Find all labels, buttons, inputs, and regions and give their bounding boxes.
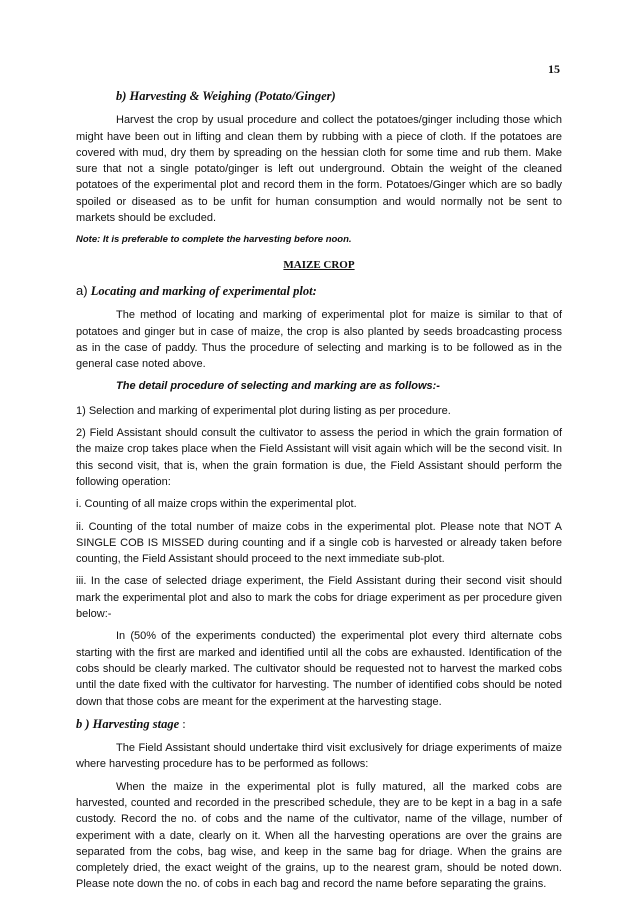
potato-harvesting-heading: b) Harvesting & Weighing (Potato/Ginger): [116, 89, 336, 103]
page-content: [76, 88, 562, 899]
list-item-1: 1) Selection and marking of experimental plot during listing as per procedure.: [76, 404, 451, 417]
list-item-ii: ii. Counting of the total number of maize cobs in the experimental plot. Please note that NOT A SINGLE COB IS MISSED during counting and if a single cob is harvested or already taken before counting, the Field Assistant should proceed to the next immediate sub-plot.: [76, 520, 562, 566]
maize-crop-title: MAIZE CROP: [283, 258, 355, 271]
section-a-title: Locating and marking of experimental plot:: [90, 283, 317, 298]
driage-marking-paragraph: In (50% of the experiments conducted) the experimental plot every third alternate cobs starting with the first are marked and identified until all the cobs are exhausted. Identification of the cobs should be clearly marked. The cultivator should be requested not to harvest the marked cobs until the date fixed with the cultivator for harvesting. The number of identified cobs should be noted down that those cobs are meant for the experiment at the harvesting stage.: [76, 630, 562, 708]
potato-harvesting-paragraph: Harvest the crop by usual procedure and collect the potatoes/ginger including those which might have been out in lifting and clean them by rubbing with a piece of cloth. If the potatoes are covered with mud, dry them by spreading on the hessian cloth for some time and rub them. Make sure that not a single potato/ginger is left out underground. Obtain the weight of the cleaned potatoes of the experimental plot and record them in the form. Potatoes/Ginger which are so badly spoiled or diseased as to be unfit for human consumption and would normally not be sent to markets should be excluded.: [76, 114, 562, 225]
harvesting-stage-paragraph-1: The Field Assistant should undertake third visit exclusively for driage experiments of maize where harvesting procedure has to be performed as follows:: [76, 742, 562, 771]
list-item-iii: iii. In the case of selected driage experiment, the Field Assistant during their second visit should mark the experimental plot and also to mark the cobs for driage experiment as per procedure given below:-: [76, 575, 562, 621]
list-item-i: i. Counting of all maize crops within the experimental plot.: [76, 498, 357, 511]
detail-procedure-heading: The detail procedure of selecting and marking are as follows:-: [116, 380, 440, 393]
page-number: 15: [548, 62, 560, 76]
section-b-title: b ) Harvesting stage: [76, 716, 180, 731]
maize-locating-paragraph: The method of locating and marking of experimental plot for maize is similar to that of potatoes and ginger but in case of maize, the crop is also planted by seeds broadcasting process as in the case of paddy. Thus the procedure of selecting and marking is to be followed as in the general case noted above.: [76, 309, 562, 371]
section-a-prefix: a): [76, 282, 88, 298]
list-item-2: 2) Field Assistant should consult the cultivator to assess the period in which the grain formation of the maize crop takes place when the Field Assistant will visit again which will be the second visit. In this second visit, that is, when the grain formation is due, the Field Assistant should perform the following operation:: [76, 427, 562, 488]
section-b-colon: :: [182, 716, 186, 731]
harvest-note: Note: It is preferable to complete the harvesting before noon.: [76, 234, 352, 246]
maize-section-b-heading: [76, 716, 562, 732]
harvesting-stage-paragraph-2: When the maize in the experimental plot is fully matured, all the marked cobs are harvested, counted and recorded in the prescribed schedule, they are to be kept in a bag in a safe custody. Record the no. of cobs and the name of the cultivator, name of the village, number of experiment with a date, clearly on it. When all the harvesting operations are over the grains are separated from the cobs, bag wise, and keep in the same bag for driage. When the grains are completely dried, the exact weight of the grains, up to the nearest gram, should be noted down. Please note down the no. of cobs in each bag and record the name before separating the grains.: [76, 780, 562, 891]
maize-section-a-heading: [76, 283, 562, 299]
